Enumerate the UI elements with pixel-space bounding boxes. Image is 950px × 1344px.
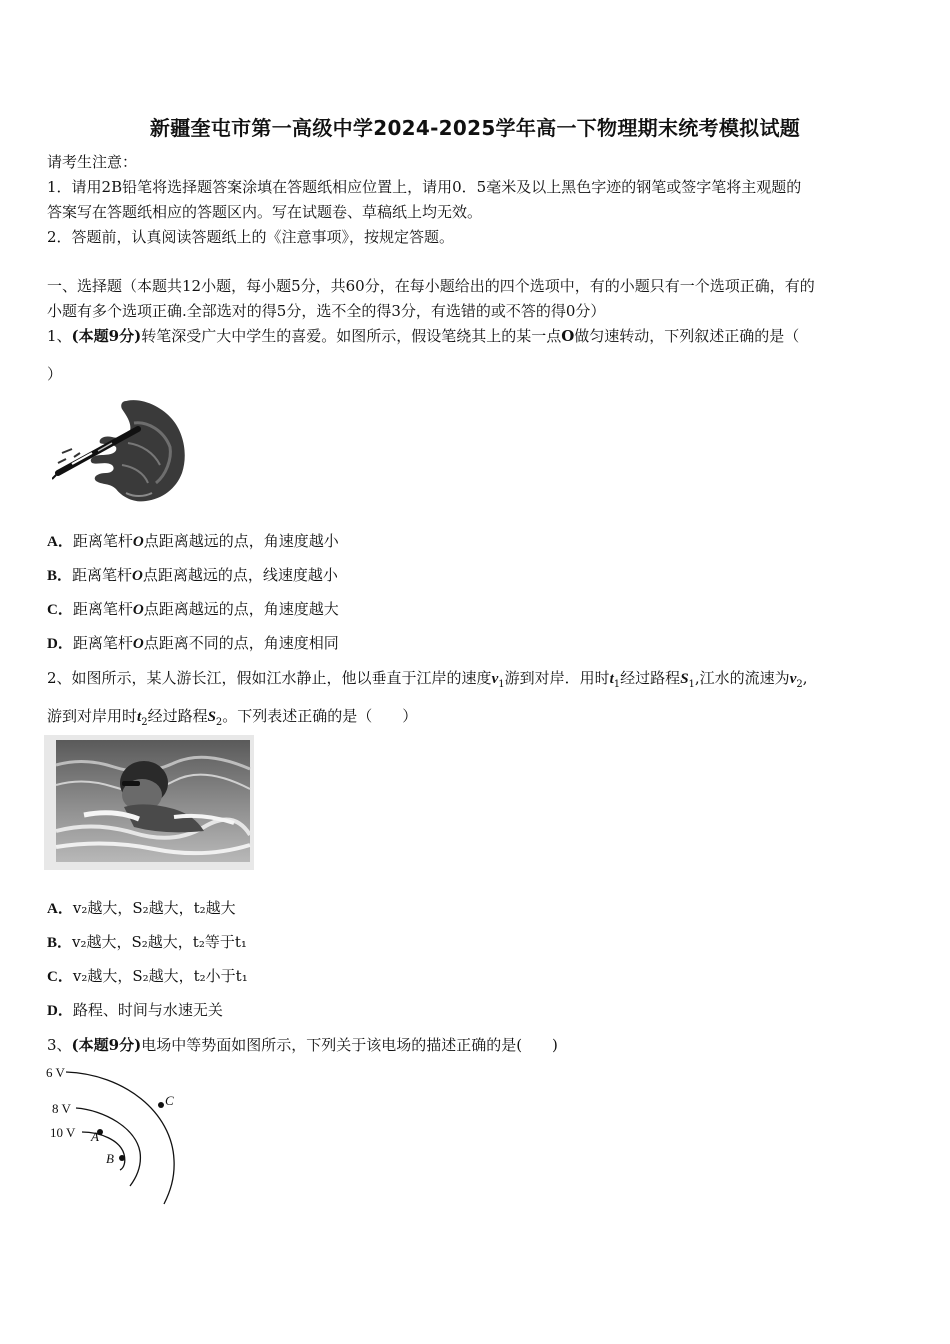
q2-option-a[interactable]	[47, 898, 236, 919]
equipotential-figure	[44, 1060, 194, 1210]
option-letter: C．	[47, 602, 73, 618]
option-text: 点距离越远的点，角速度越大	[143, 600, 339, 618]
q2-stem-b: 游到对岸．用时	[504, 669, 610, 687]
q1-point-o: O	[561, 327, 575, 345]
notice-line-3: 2．答题前，认真阅读答题纸上的《注意事项》，按规定答题。	[47, 228, 455, 246]
q2-option-d[interactable]	[47, 1000, 223, 1021]
notice-heading: 请考生注意：	[47, 153, 138, 171]
q2-t1-sub: 1	[613, 679, 621, 690]
q2-line2-b: 经过路程	[147, 707, 208, 725]
q2-s1: S	[680, 671, 689, 687]
q2-stem-a: 如图所示，某人游长江，假如江水静止，他以垂直于江岸的速度	[71, 669, 492, 687]
option-text: 距离笔杆	[72, 566, 133, 584]
pen-spinning-figure	[52, 393, 188, 505]
option-letter: B．	[47, 568, 73, 584]
q2-s2-sub: 2	[215, 717, 223, 728]
q1-stem-b: 做匀速转动，下列叙述正确的是（	[574, 327, 800, 345]
option-text: 点距离越远的点，角速度越小	[143, 532, 339, 550]
option-symbol-o: O	[132, 636, 144, 652]
q2-s2: S	[207, 709, 216, 725]
label-8v: 8 V	[52, 1101, 71, 1116]
option-letter: D．	[47, 1003, 73, 1019]
option-letter: B．	[47, 935, 73, 951]
q3-score: (本题9分)	[71, 1036, 142, 1054]
page-title: 新疆奎屯市第一高级中学2024-2025学年高一下物理期末统考模拟试题	[149, 116, 801, 140]
q2-t2-sub: 2	[141, 717, 148, 728]
option-text: v₂越大，S₂越大，t₂小于t₁	[72, 967, 248, 985]
q2-comma: ,	[802, 669, 808, 687]
point-b-label: B	[106, 1151, 114, 1166]
q1-option-d[interactable]	[47, 633, 339, 654]
q3-stem	[47, 1035, 558, 1055]
equipotential-line-6v	[66, 1072, 174, 1204]
section-line-2: 小题有多个选项正确.全部选对的得5分，选不全的得3分，有选错的或不答的得0分）	[47, 302, 606, 320]
q2-option-c[interactable]	[47, 966, 248, 987]
option-text: 路程、时间与水速无关	[72, 1001, 223, 1019]
q1-stem	[47, 326, 799, 346]
q3-stem-text: 电场中等势面如图所示，下列关于该电场的描述正确的是( )	[141, 1036, 558, 1054]
q2-stem-line-2	[47, 706, 417, 733]
q2-t1: t	[609, 671, 614, 687]
q2-line2-c: 。下列表述正确的是（ ）	[222, 707, 418, 725]
option-text: 距离笔杆	[72, 532, 133, 550]
option-text: 距离笔杆	[72, 600, 133, 618]
q1-number: 1、	[47, 327, 72, 345]
q2-v2: v	[789, 671, 797, 687]
option-letter: A．	[47, 534, 73, 550]
option-letter: A．	[47, 901, 73, 917]
q2-v1: v	[491, 671, 499, 687]
point-b-dot	[119, 1155, 125, 1161]
q2-stem-d: ,江水的流速为	[694, 669, 790, 687]
notice-line-1: 1．请用2B铅笔将选择题答案涂填在答题纸相应位置上，请用0．5毫米及以上黑色字迹的钢笔或签字笔将主观题的	[47, 178, 802, 196]
q2-stem-c: 经过路程	[620, 669, 681, 687]
point-c-dot	[158, 1102, 164, 1108]
option-letter: C．	[47, 969, 73, 985]
q2-v1-sub: 1	[498, 679, 505, 690]
q1-stem-end: ）	[47, 365, 63, 383]
label-6v: 6 V	[46, 1065, 65, 1080]
option-text: 点距离不同的点，角速度相同	[143, 634, 339, 652]
section-line-1: 一、选择题（本题共12小题，每小题5分，共60分，在每小题给出的四个选项中，有的小题只有一个选项正确，有的	[47, 277, 815, 295]
q1-option-b[interactable]	[47, 565, 338, 586]
q2-s1-sub: 1	[688, 679, 695, 690]
q2-number: 2、	[47, 669, 72, 687]
q2-stem	[47, 668, 808, 695]
q2-t2: t	[137, 709, 142, 725]
equipotential-line-10v	[82, 1132, 125, 1170]
q2-option-b[interactable]	[47, 932, 247, 953]
option-symbol-o: O	[132, 534, 144, 550]
option-symbol-o: O	[132, 602, 144, 618]
option-text: v₂越大，S₂越大，t₂等于t₁	[72, 933, 247, 951]
q1-score: (本题9分)	[71, 327, 142, 345]
notice-line-2: 答案写在答题纸相应的答题区内。写在试题卷、草稿纸上均无效。	[47, 203, 483, 221]
option-letter: D．	[47, 636, 73, 652]
q1-option-c[interactable]	[47, 599, 339, 620]
option-text: 距离笔杆	[72, 634, 133, 652]
q3-number: 3、	[47, 1036, 72, 1054]
q2-v2-sub: 2	[796, 679, 803, 690]
q1-stem-a: 转笔深受广大中学生的喜爱。如图所示，假设笔绕其上的某一点	[141, 327, 562, 345]
q2-line2-a: 游到对岸用时	[47, 707, 138, 725]
q1-option-a[interactable]	[47, 531, 339, 552]
option-text: v₂越大，S₂越大，t₂越大	[72, 899, 236, 917]
swimmer-photo	[44, 735, 254, 870]
option-symbol-o: O	[132, 568, 143, 584]
option-text: 点距离越远的点，线速度越小	[142, 566, 338, 584]
point-c-label: C	[165, 1093, 174, 1108]
point-a-label: A	[91, 1129, 99, 1144]
equipotential-line-8v	[76, 1108, 140, 1186]
label-10v: 10 V	[50, 1125, 76, 1140]
